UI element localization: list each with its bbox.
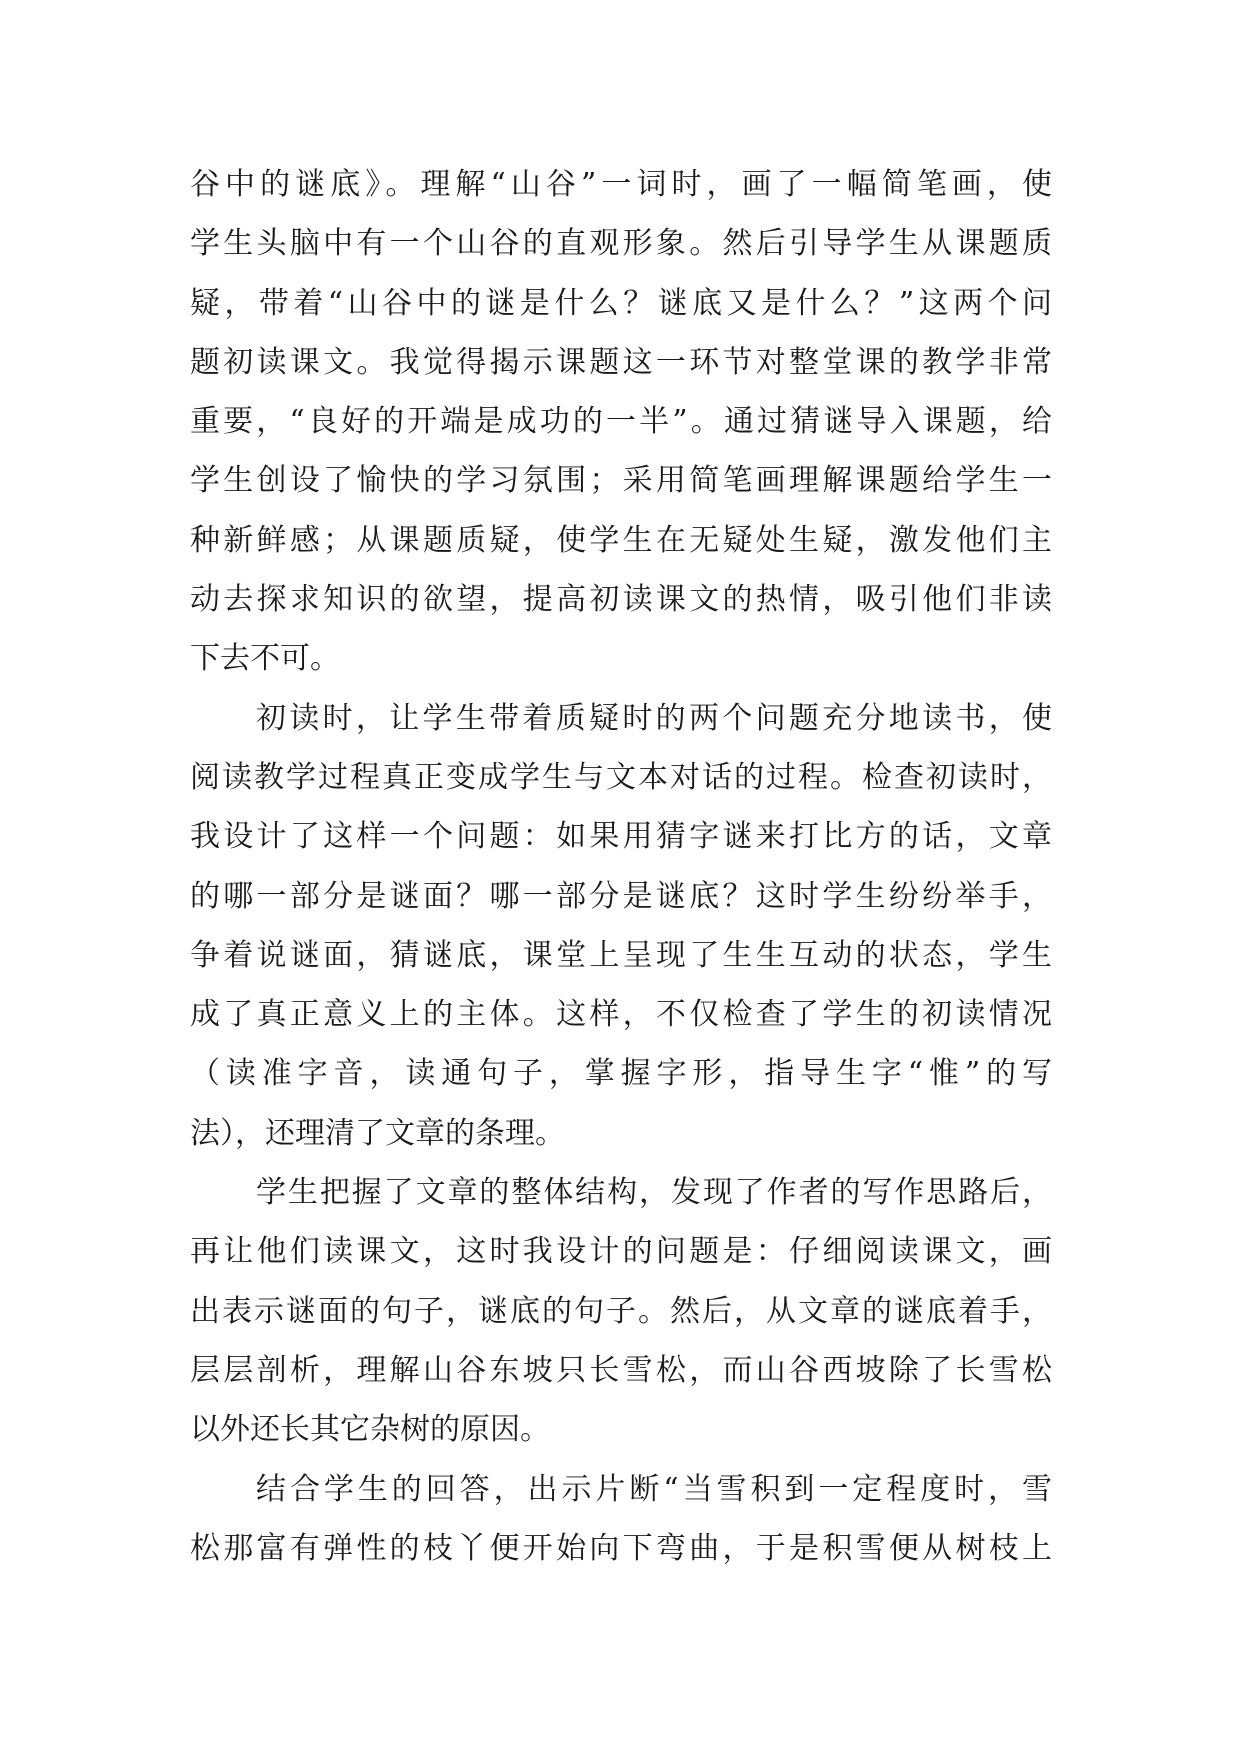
text-line: 以外还长其它杂树的原因。 — [190, 1412, 550, 1448]
text-line: 疑，带着“山谷中的谜是什么？谜底又是什么？”这两个问 — [190, 285, 1052, 321]
body-text — [190, 155, 1052, 1578]
text-line: 成了真正意义上的主体。这样，不仅检查了学生的初读情况 — [190, 997, 1052, 1033]
text-line: 题初读课文。我觉得揭示课题这一环节对整堂课的教学非常 — [190, 344, 1052, 380]
text-line: 争着说谜面，猜谜底，课堂上呈现了生生互动的状态，学生 — [190, 937, 1052, 973]
text-line: 阅读教学过程真正变成学生与文本对话的过程。检查初读时， — [190, 759, 1052, 795]
text-line: 我设计了这样一个问题：如果用猜字谜来打比方的话，文章 — [190, 819, 1052, 855]
text-line: 再让他们读课文，这时我设计的问题是：仔细阅读课文，画 — [190, 1234, 1052, 1270]
text-line: 结合学生的回答，出示片断“当雪积到一定程度时，雪 — [256, 1471, 1052, 1507]
text-line: 层层剖析，理解山谷东坡只长雪松，而山谷西坡除了长雪松 — [190, 1352, 1052, 1388]
text-line: 的哪一部分是谜面？哪一部分是谜底？这时学生纷纷举手， — [190, 878, 1052, 914]
text-line: 松那富有弹性的枝丫便开始向下弯曲，于是积雪便从树枝上 — [190, 1530, 1052, 1566]
text-line: 出表示谜面的句子，谜底的句子。然后，从文章的谜底着手， — [190, 1293, 1052, 1329]
text-line: 重要，“良好的开端是成功的一半”。通过猜谜导入课题，给 — [190, 404, 1052, 440]
text-line: 下去不可。 — [190, 641, 340, 677]
text-line: 学生头脑中有一个山谷的直观形象。然后引导学生从课题质 — [190, 226, 1052, 262]
text-line: 法），还理清了文章的条理。 — [190, 1115, 565, 1151]
text-line: 学生把握了文章的整体结构，发现了作者的写作思路后， — [256, 1175, 1052, 1211]
text-line: 动去探求知识的欲望，提高初读课文的热情，吸引他们非读 — [190, 582, 1052, 618]
text-line: 初读时，让学生带着质疑时的两个问题充分地读书，使 — [256, 700, 1052, 736]
text-line: 学生创设了愉快的学习氛围；采用简笔画理解课题给学生一 — [190, 463, 1052, 499]
text-line: （读准字音，读通句子，掌握字形，指导生字“惟”的写 — [190, 1056, 1052, 1092]
text-line: 种新鲜感；从课题质疑，使学生在无疑处生疑，激发他们主 — [190, 522, 1052, 558]
text-line: 谷中的谜底》。理解“山谷”一词时，画了一幅简笔画，使 — [190, 167, 1052, 202]
